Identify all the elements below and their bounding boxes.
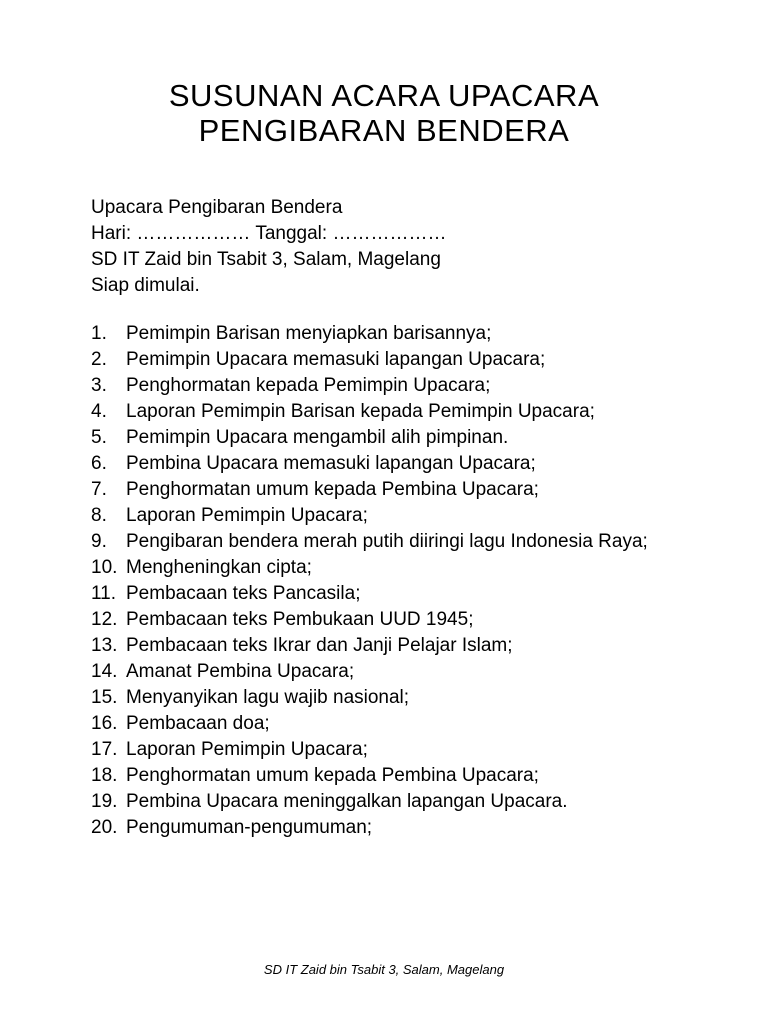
list-item xyxy=(91,529,677,555)
list-item-text: Menyanyikan lagu wajib nasional; xyxy=(126,687,410,708)
list-item-text: Pembacaan teks Pembukaan UUD 1945; xyxy=(126,609,474,630)
title-line-2: PENGIBARAN BENDERA xyxy=(198,113,570,148)
list-item-number: 19. xyxy=(91,791,118,812)
list-item-text: Pengumuman-pengumuman; xyxy=(126,817,373,838)
intro-line: SD IT Zaid bin Tsabit 3, Salam, Magelang xyxy=(91,249,441,270)
intro-line: Hari: ……………… Tanggal: ……………… xyxy=(91,223,447,244)
list-item xyxy=(91,347,677,373)
list-item-text: Pemimpin Upacara memasuki lapangan Upacara; xyxy=(126,349,546,370)
list-item-text: Pemimpin Upacara mengambil alih pimpinan. xyxy=(126,427,509,448)
list-item xyxy=(91,685,677,711)
intro-block xyxy=(91,195,681,299)
list-item xyxy=(91,711,677,737)
list-item-text: Laporan Pemimpin Upacara; xyxy=(126,739,368,760)
list-item-text: Laporan Pemimpin Upacara; xyxy=(126,505,368,526)
list-item-text: Laporan Pemimpin Barisan kepada Pemimpin Upacara; xyxy=(126,401,595,422)
list-item-number: 11. xyxy=(91,583,117,604)
list-item xyxy=(91,659,677,685)
list-item-text: Penghormatan umum kepada Pembina Upacara; xyxy=(126,765,539,786)
intro-line: Upacara Pengibaran Bendera xyxy=(91,197,343,218)
list-item-text: Mengheningkan cipta; xyxy=(126,557,312,578)
list-item-number: 5. xyxy=(91,427,107,448)
list-item-number: 6. xyxy=(91,453,107,474)
list-item xyxy=(91,763,677,789)
list-item xyxy=(91,607,677,633)
list-item-number: 18. xyxy=(91,765,118,786)
list-item-number: 17. xyxy=(91,739,118,760)
list-item xyxy=(91,477,677,503)
list-item-number: 2. xyxy=(91,349,107,370)
list-item-number: 13. xyxy=(91,635,118,656)
list-item-number: 7. xyxy=(91,479,107,500)
list-item-number: 20. xyxy=(91,817,118,838)
list-item-number: 9. xyxy=(91,531,107,552)
list-item xyxy=(91,399,677,425)
list-item xyxy=(91,581,677,607)
list-item xyxy=(91,503,677,529)
list-item-text: Pembina Upacara memasuki lapangan Upacara; xyxy=(126,453,536,474)
list-item-text: Penghormatan kepada Pemimpin Upacara; xyxy=(126,375,491,396)
list-item-number: 1. xyxy=(91,323,107,344)
list-item xyxy=(91,789,677,815)
list-item xyxy=(91,555,677,581)
list-item xyxy=(91,373,677,399)
list-item-number: 14. xyxy=(91,661,118,682)
list-item-number: 10. xyxy=(91,557,118,578)
intro-line: Siap dimulai. xyxy=(91,275,200,296)
list-item-number: 3. xyxy=(91,375,107,396)
list-item-text: Amanat Pembina Upacara; xyxy=(126,661,355,682)
list-item xyxy=(91,815,677,841)
list-item-text: Pembacaan teks Ikrar dan Janji Pelajar Islam; xyxy=(126,635,513,656)
list-item-text: Pembacaan doa; xyxy=(126,713,270,734)
document-title xyxy=(0,78,768,148)
list-item xyxy=(91,425,677,451)
list-item-number: 4. xyxy=(91,401,107,422)
agenda-list xyxy=(91,321,677,841)
title-line-1: SUSUNAN ACARA UPACARA xyxy=(168,78,600,113)
page-footer: SD IT Zaid bin Tsabit 3, Salam, Magelang xyxy=(263,962,505,977)
list-item-number: 15. xyxy=(91,687,118,708)
list-item-text: Pembina Upacara meninggalkan lapangan Upacara. xyxy=(126,791,568,812)
list-item-number: 12. xyxy=(91,609,118,630)
list-item-text: Pembacaan teks Pancasila; xyxy=(126,583,361,604)
list-item xyxy=(91,737,677,763)
list-item-text: Pemimpin Barisan menyiapkan barisannya; xyxy=(126,323,492,344)
list-item-text: Penghormatan umum kepada Pembina Upacara; xyxy=(126,479,539,500)
list-item-number: 16. xyxy=(91,713,118,734)
list-item xyxy=(91,633,677,659)
list-item-text: Pengibaran bendera merah putih diiringi lagu Indonesia Raya; xyxy=(126,531,648,552)
list-item xyxy=(91,451,677,477)
list-item xyxy=(91,321,677,347)
list-item-number: 8. xyxy=(91,505,107,526)
